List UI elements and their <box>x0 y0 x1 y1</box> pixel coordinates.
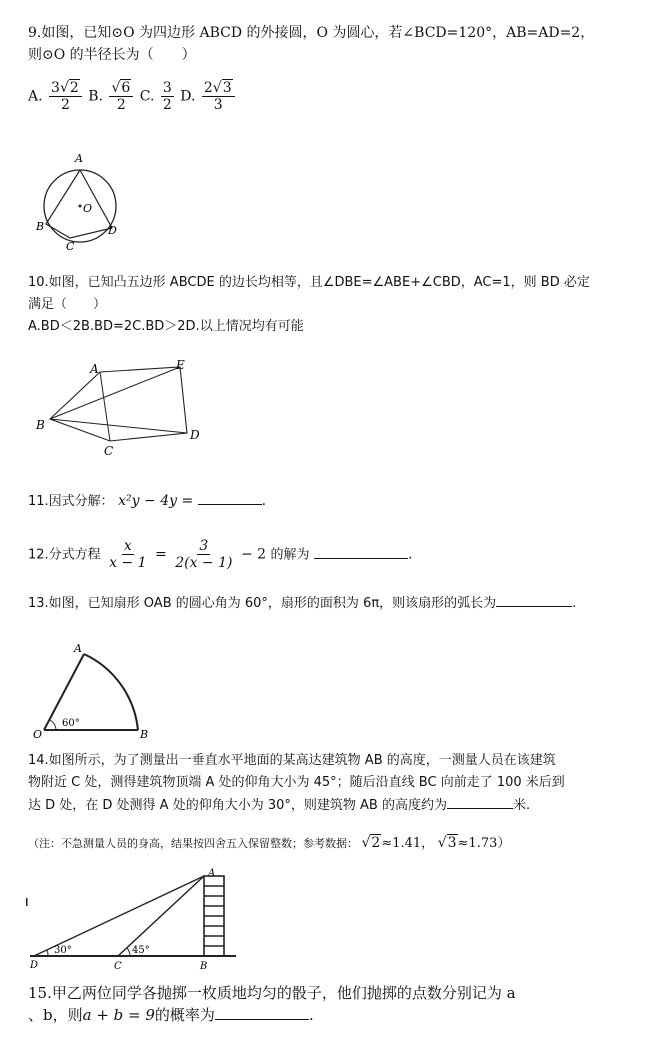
q14-sightline-d <box>34 876 204 956</box>
q14-note: （注：不急测量人员的身高，结果按四舍五入保留整数；参考数据： √2≈1.41， √3≈1.73） <box>28 835 511 851</box>
q9-option-d-frac: $\frac{2√3}{3}$ <box>202 80 235 113</box>
q15-line2: 、b，则a + b = 9的概率为 . <box>28 1006 314 1024</box>
q13-arc <box>84 654 138 730</box>
q9-label-b: B <box>36 220 45 233</box>
q9-option-d-label: D. <box>180 88 196 105</box>
q13-answer-blank <box>496 592 572 607</box>
q13-angle-mark <box>50 720 56 730</box>
q14-label-b: B <box>200 961 208 972</box>
q9-stem <box>28 22 648 66</box>
q9-option-c-label: C. <box>139 88 155 105</box>
q9-options <box>28 80 648 113</box>
q11-expression: x²y − 4y = <box>118 493 194 509</box>
q9-option-a-frac: $\frac{3√2}{2}$ <box>49 80 82 113</box>
q15-answer-blank <box>215 1005 309 1020</box>
q13-label-o: O <box>33 728 43 740</box>
q14-label-d: D <box>30 960 39 971</box>
q14-label-c: C <box>114 961 122 972</box>
q9-figure <box>28 150 138 250</box>
q13-label-a: A <box>74 642 82 655</box>
q10-stem <box>28 272 648 338</box>
q10-label-a: A <box>90 362 99 376</box>
q14-building-floors <box>204 886 224 946</box>
q13-text: 13.如图，已知扇形 OAB 的圆心角为 60°，扇形的面积为 6π，则该扇形的弧长为 <box>28 596 497 611</box>
q10-label-d: D <box>190 428 200 442</box>
q9-line2: 则⊙O 的半径长为（ ） <box>28 47 196 63</box>
q10-figure <box>30 355 220 455</box>
q13-stem: 13.如图，已知扇形 OAB 的圆心角为 60°，扇形的面积为 6π，则该扇形的弧长为 . <box>28 592 648 615</box>
q10-line-be <box>50 367 180 419</box>
q14-sightline-c <box>118 876 204 956</box>
q10-label-b: B <box>36 418 45 432</box>
q14-line2: 物附近 C 处，测得建筑物顶端 A 处的仰角大小为 45°；随后沿直线 BC 向前走了 100 米后到 <box>28 775 565 790</box>
q15-stem <box>28 982 648 1026</box>
q14-stem <box>28 750 648 817</box>
q15-line1: 15.甲乙两位同学各抛掷一枚质地均匀的骰子，他们抛掷的点数分别记为 a <box>28 984 516 1002</box>
q9-option-b-frac: $\frac{√6}{2}$ <box>109 80 133 113</box>
q12-lhs-frac: $\frac{x}{x - 1}$ <box>109 538 147 571</box>
q10-label-e: E <box>176 358 185 372</box>
q9-label-d: D <box>108 224 117 237</box>
q9-option-b-label: B. <box>88 88 103 105</box>
q9-label-o: O <box>83 202 93 215</box>
q11-prefix: 11.因式分解： <box>28 494 114 509</box>
q12-answer-blank <box>314 544 408 559</box>
q13-figure <box>30 640 160 740</box>
q14-answer-blank <box>447 794 513 809</box>
q13-label-b: B <box>140 728 149 740</box>
q14-line1: 14.如图所示，为了测量出一垂直水平地面的某高达建筑物 AB 的高度，一测量人员在该建筑 <box>28 753 556 768</box>
q9-quadrilateral <box>46 170 112 238</box>
q13-label-angle: 60° <box>62 718 80 729</box>
q11: 11.因式分解： x²y − 4y = . <box>28 490 648 513</box>
q10-line1: 10.如图，已知凸五边形 ABCDE 的边长均相等，且∠DBE=∠ABE+∠CBD，AC=1，则 BD 必定 <box>28 275 590 290</box>
q14-label-angle-c: 45° <box>132 945 150 956</box>
q10-label-c: C <box>104 444 114 455</box>
q9-option-c-frac: $\frac{3}{2}$ <box>162 80 172 113</box>
q11-answer-blank <box>198 490 262 505</box>
q9-label-c: C <box>66 240 75 250</box>
q9-label-a: A <box>75 152 83 165</box>
q14-label-a: A <box>208 868 216 879</box>
q14-label-angle-d: 30° <box>54 945 72 956</box>
q10-options: A.BD＜2B.BD=2C.BD＞2D.以上情况均有可能 <box>28 319 304 334</box>
q9-line1: 9.如图，已知⊙O 为四边形 ABCD 的外接圆，O 为圆心，若∠BCD=120°，AB=AD=2， <box>28 25 595 41</box>
q12: 12.分式方程 $\frac{x}{x - 1}$ = $\frac{3}{2(x - 1)}$ − 2 的解为 . <box>28 538 413 571</box>
q12-prefix: 12.分式方程 <box>28 547 101 563</box>
q14-figure <box>26 868 246 976</box>
q10-line-ac <box>100 372 110 441</box>
q10-pentagon <box>50 367 187 441</box>
q9-center-dot <box>79 205 82 208</box>
q14-line3: 达 D 处，在 D 处测得 A 处的仰角大小为 30°，则建筑物 AB 的高度约为 米. <box>28 794 648 817</box>
q9-option-a-label: A. <box>28 88 43 105</box>
q12-rhs-frac: $\frac{3}{2(x - 1)}$ <box>175 538 233 571</box>
q10-line2: 满足（ ） <box>28 297 107 312</box>
q14-angle-mark-c <box>127 948 130 956</box>
